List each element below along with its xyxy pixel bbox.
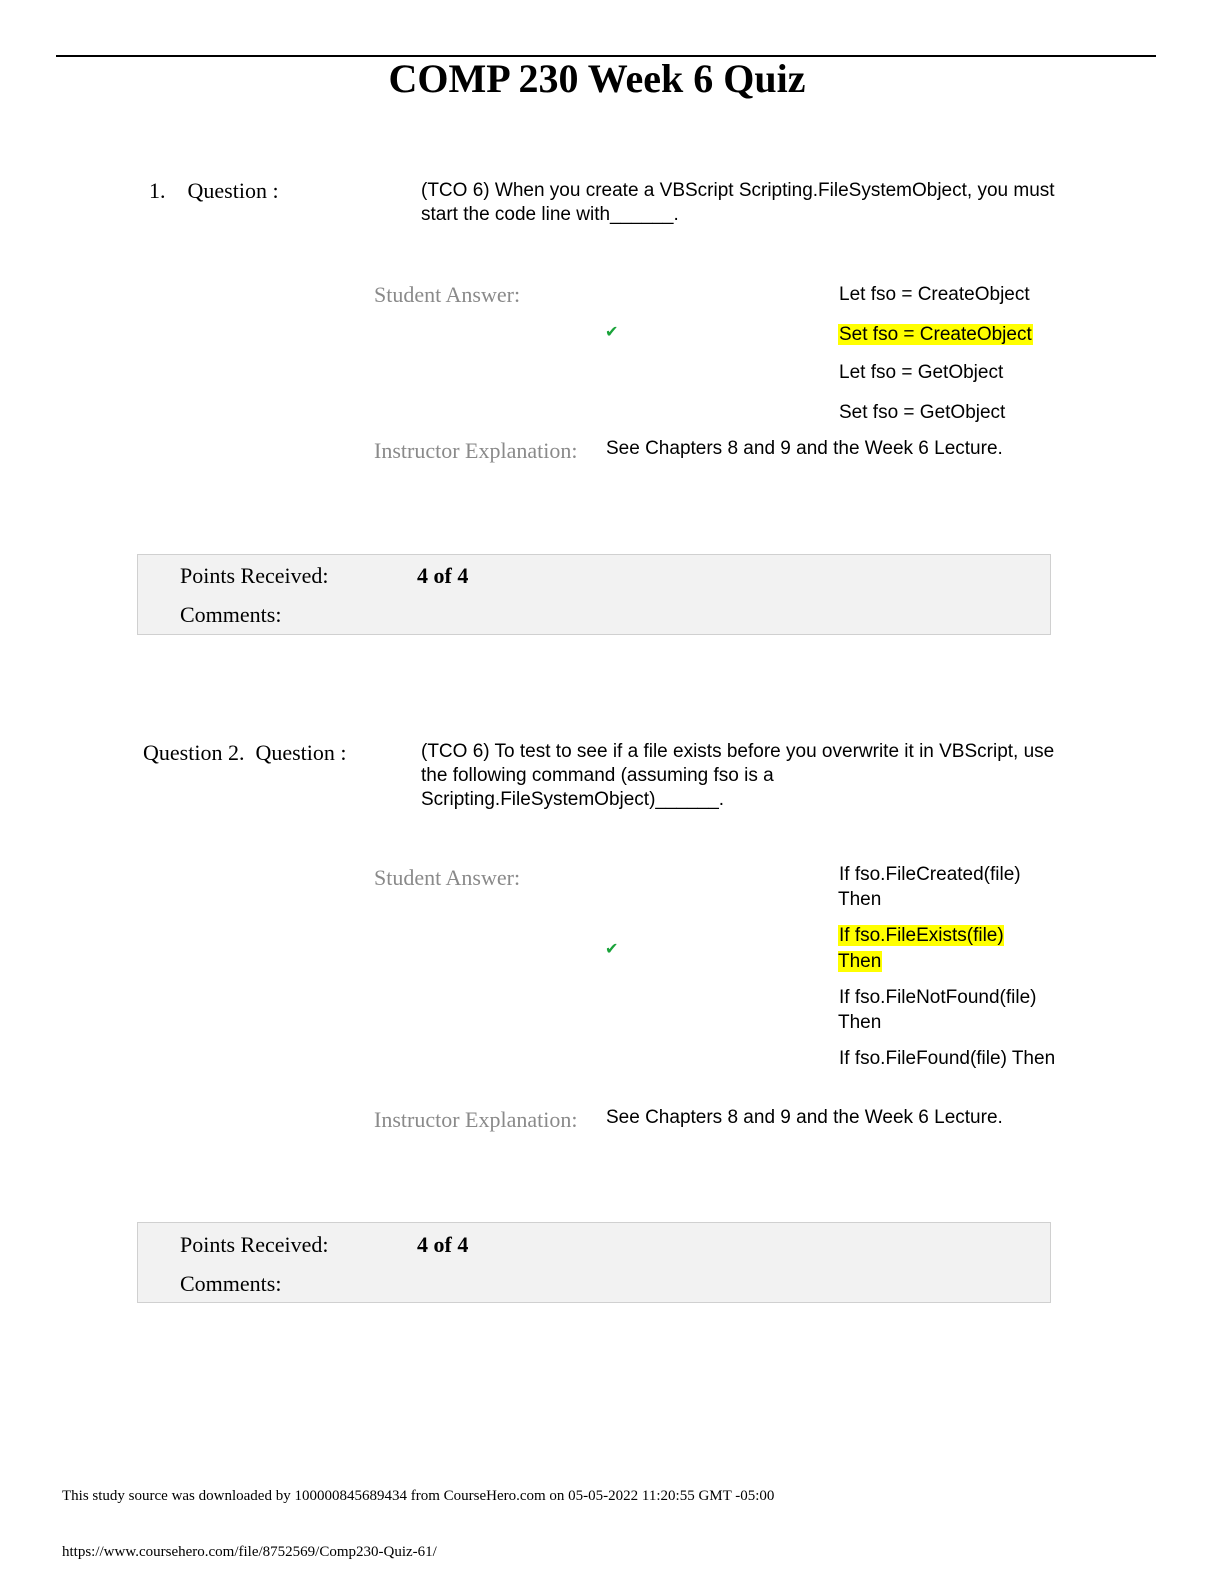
question-1-label: 1. Question :	[149, 178, 279, 203]
question-2-option-2-selected: If fso.FileExists(file) Then	[838, 925, 1004, 972]
footer-source-line: This study source was downloaded by 100000845689434 from CourseHero.com on 05-05-2022 11:20:55 GMT -05:00	[62, 1488, 775, 1504]
question-2-option-3: If fso.FileNotFound(file) Then	[838, 987, 1037, 1033]
question-1-correct-check-icon: ✔	[605, 322, 619, 341]
question-1-student-answer-label: Student Answer:	[374, 282, 521, 307]
question-2-points-label: Points Received:	[180, 1232, 329, 1257]
question-1-option-4: Set fso = GetObject	[839, 402, 1006, 423]
question-1-text: (TCO 6) When you create a VBScript Scripting.FileSystemObject, you must start the code line with______.	[421, 180, 1055, 225]
question-1-comments-label: Comments:	[180, 602, 282, 627]
question-2-text: (TCO 6) To test to see if a file exists before you overwrite it in VBScript, use the following command (assuming fso is a Scripting.FileSystemObject)______.	[421, 741, 1055, 810]
page-title: COMP 230 Week 6 Quiz	[388, 56, 806, 101]
question-1-explanation: See Chapters 8 and 9 and the Week 6 Lecture.	[606, 438, 1003, 459]
question-2-option-4: If fso.FileFound(file) Then	[839, 1048, 1056, 1069]
question-2-comments-label: Comments:	[180, 1271, 282, 1296]
footer-url[interactable]: https://www.coursehero.com/file/8752569/Comp230-Quiz-61/	[62, 1544, 437, 1560]
question-1-points-value: 4 of 4	[417, 563, 469, 588]
question-1-option-3: Let fso = GetObject	[839, 362, 1004, 383]
question-2-explanation-label: Instructor Explanation:	[374, 1107, 578, 1132]
question-2-label: Question 2. Question :	[143, 740, 347, 765]
question-1-option-2-selected: Set fso = CreateObject	[839, 324, 1032, 345]
question-2-correct-check-icon: ✔	[605, 939, 619, 958]
question-2-option-1: If fso.FileCreated(file) Then	[838, 864, 1021, 910]
question-1-explanation-label: Instructor Explanation:	[374, 438, 578, 463]
question-1-points-label: Points Received:	[180, 563, 329, 588]
question-1-option-1: Let fso = CreateObject	[839, 284, 1030, 305]
question-2-explanation: See Chapters 8 and 9 and the Week 6 Lecture.	[606, 1107, 1003, 1128]
question-2-student-answer-label: Student Answer:	[374, 865, 521, 890]
question-2-points-value: 4 of 4	[417, 1232, 469, 1257]
